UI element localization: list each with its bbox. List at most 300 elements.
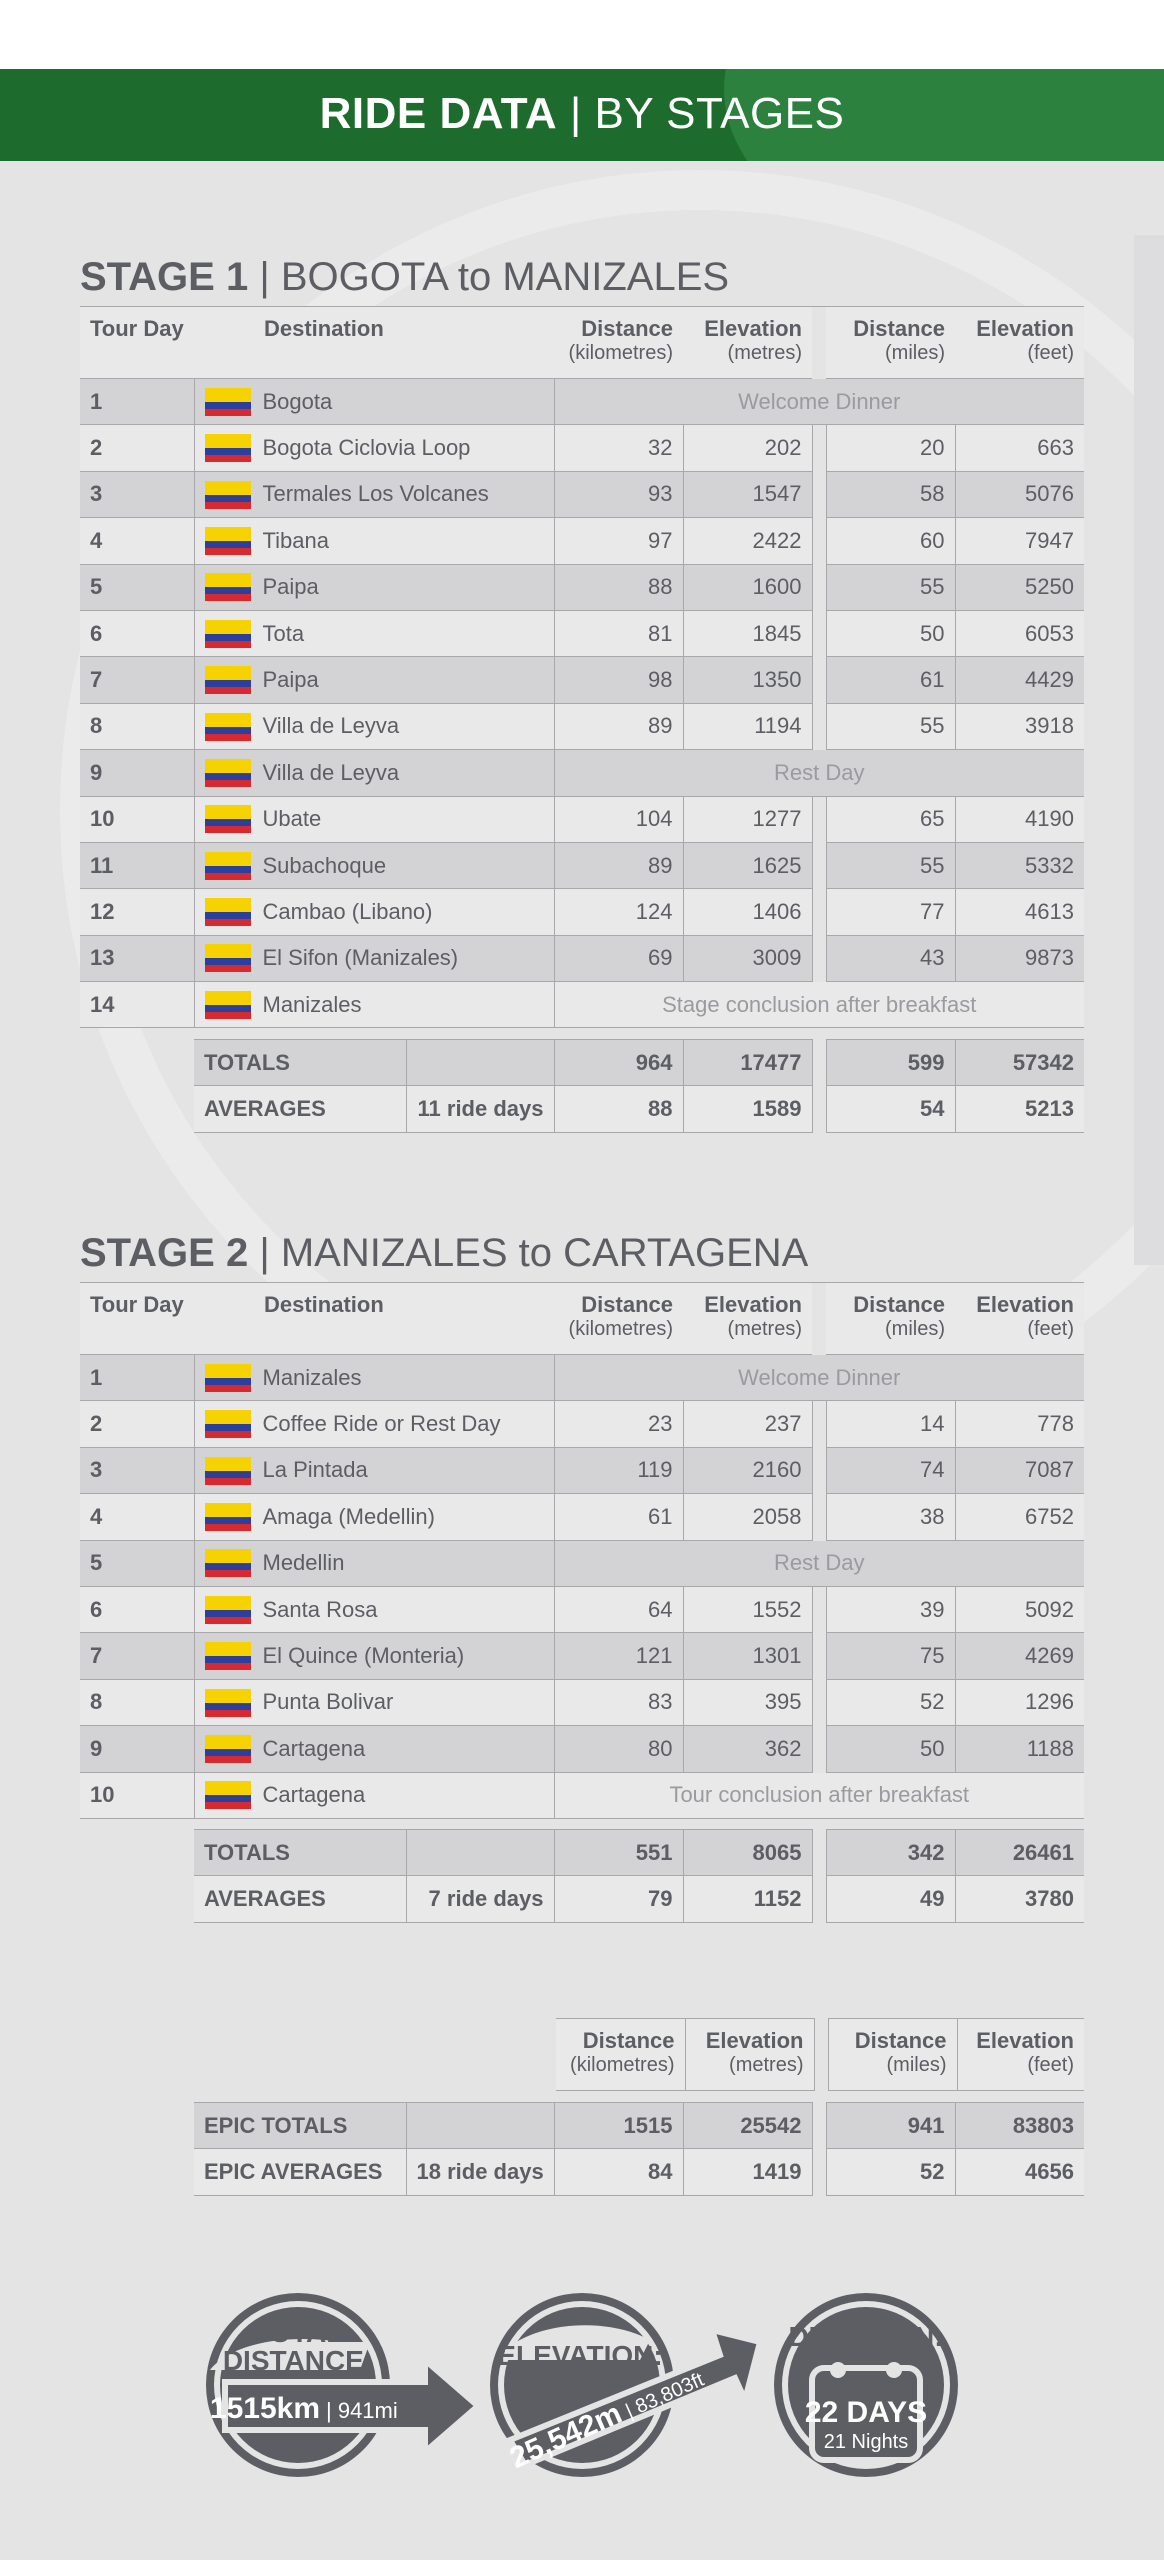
distance-km: 124 bbox=[554, 889, 683, 935]
elevation-m: 1845 bbox=[683, 610, 812, 656]
destination-cell bbox=[194, 518, 554, 564]
calendar-ring-right bbox=[886, 2362, 902, 2378]
distance-mi: 55 bbox=[826, 842, 955, 888]
column-gap bbox=[812, 703, 826, 749]
destination-cell bbox=[194, 1494, 554, 1540]
totals-km: 964 bbox=[554, 1040, 683, 1086]
tour-day: 11 bbox=[80, 842, 194, 888]
col-elevation-m: Elevation (metres) bbox=[685, 2019, 814, 2091]
destination-cell bbox=[194, 1401, 554, 1447]
row-note: Welcome Dinner bbox=[554, 379, 1084, 425]
table-row bbox=[80, 796, 1084, 842]
destination-cell bbox=[194, 610, 554, 656]
tour-day: 7 bbox=[80, 657, 194, 703]
destination-label: Villa de Leyva bbox=[262, 759, 400, 785]
column-gap bbox=[812, 2149, 826, 2195]
epic-averages-ft: 4656 bbox=[955, 2149, 1084, 2195]
destination-label: Cambao (Libano) bbox=[262, 899, 433, 925]
totals-label: TOTALS bbox=[194, 1040, 406, 1086]
column-gap bbox=[812, 1679, 826, 1725]
row-note: Rest Day bbox=[554, 750, 1084, 796]
colombia-flag-icon bbox=[205, 1735, 251, 1763]
totals-row bbox=[194, 1040, 1084, 1086]
column-gap bbox=[812, 1633, 826, 1679]
elevation-ft: 4613 bbox=[955, 889, 1084, 935]
tour-day: 4 bbox=[80, 1494, 194, 1540]
totals-blank bbox=[406, 1040, 554, 1086]
elevation-m: 2422 bbox=[683, 518, 812, 564]
tour-day: 8 bbox=[80, 1679, 194, 1725]
table-row bbox=[80, 1679, 1084, 1725]
col-destination: Destination bbox=[194, 307, 554, 379]
elevation-ft: 7087 bbox=[955, 1447, 1084, 1493]
column-gap bbox=[812, 1876, 826, 1922]
destination-cell bbox=[194, 471, 554, 517]
elevation-m: 1406 bbox=[683, 889, 812, 935]
tour-day: 2 bbox=[80, 425, 194, 471]
elevation-ft: 5092 bbox=[955, 1586, 1084, 1632]
destination-label: Paipa bbox=[262, 667, 319, 693]
colombia-flag-icon bbox=[205, 388, 251, 416]
elevation-ft: 5332 bbox=[955, 842, 1084, 888]
epic-totals-label: EPIC TOTALS bbox=[194, 2103, 406, 2149]
col-elevation-ft: Elevation (feet) bbox=[957, 2019, 1084, 2091]
elevation-sub: | 83,803ft bbox=[622, 2368, 708, 2423]
colombia-flag-icon bbox=[205, 759, 251, 787]
colombia-flag-icon bbox=[205, 527, 251, 555]
colombia-flag-icon bbox=[205, 1549, 251, 1577]
background-bar-decoration bbox=[1134, 235, 1164, 1265]
elevation-m: 1552 bbox=[683, 1586, 812, 1632]
column-gap bbox=[812, 471, 826, 517]
elevation-m: 202 bbox=[683, 425, 812, 471]
stage1-title-rest: | BOGOTA to MANIZALES bbox=[259, 255, 730, 299]
destination-cell bbox=[194, 1586, 554, 1632]
averages-km: 88 bbox=[554, 1086, 683, 1132]
colombia-flag-icon bbox=[205, 1457, 251, 1485]
totals-m: 8065 bbox=[683, 1830, 812, 1876]
page-title bbox=[0, 89, 1164, 139]
elevation-m: 2058 bbox=[683, 1494, 812, 1540]
page-title-rest: | BY STAGES bbox=[569, 89, 845, 138]
duration-value: 22 DAYS bbox=[804, 2396, 928, 2429]
destination-cell bbox=[194, 1772, 554, 1818]
destination-label: Bogota bbox=[262, 388, 333, 414]
colombia-flag-icon bbox=[205, 852, 251, 880]
elevation-m: 1301 bbox=[683, 1633, 812, 1679]
stage2-title-bold: STAGE 2 bbox=[80, 1231, 249, 1275]
table-row bbox=[80, 982, 1084, 1028]
table-row bbox=[80, 657, 1084, 703]
elevation-ft: 4269 bbox=[955, 1633, 1084, 1679]
tour-day: 6 bbox=[80, 1586, 194, 1632]
table-row bbox=[80, 1540, 1084, 1586]
header-banner bbox=[0, 69, 1164, 161]
elevation-m: 395 bbox=[683, 1679, 812, 1725]
tour-day: 14 bbox=[80, 982, 194, 1028]
elevation-ft: 1188 bbox=[955, 1726, 1084, 1772]
epic-averages-label: EPIC AVERAGES bbox=[194, 2149, 406, 2195]
stage1-totals-table bbox=[194, 1039, 1084, 1133]
stage1-table bbox=[80, 306, 1084, 1028]
table-row bbox=[80, 1494, 1084, 1540]
distance-mi: 43 bbox=[826, 935, 955, 981]
distance-km: 119 bbox=[554, 1447, 683, 1493]
colombia-flag-icon bbox=[205, 898, 251, 926]
averages-row bbox=[194, 1086, 1084, 1132]
stage2-header-row bbox=[80, 1283, 1084, 1355]
ride-days: 11 ride days bbox=[406, 1086, 554, 1132]
column-gap bbox=[812, 935, 826, 981]
averages-row bbox=[194, 1876, 1084, 1922]
elevation-m: 3009 bbox=[683, 935, 812, 981]
distance-mi: 55 bbox=[826, 703, 955, 749]
col-distance-mi: Distance (miles) bbox=[828, 2019, 957, 2091]
row-note: Rest Day bbox=[554, 1540, 1084, 1586]
epic-header-row bbox=[556, 2019, 1084, 2091]
epic-totals-table bbox=[194, 2102, 1084, 2196]
duration-sub: 21 Nights bbox=[823, 2431, 909, 2453]
epic-averages-m: 1419 bbox=[683, 2149, 812, 2195]
destination-label: El Quince (Monteria) bbox=[262, 1643, 465, 1669]
table-row bbox=[80, 703, 1084, 749]
distance-km: 98 bbox=[554, 657, 683, 703]
distance-km: 121 bbox=[554, 1633, 683, 1679]
col-destination: Destination bbox=[194, 1283, 554, 1355]
colombia-flag-icon bbox=[205, 944, 251, 972]
stage2-totals-table bbox=[194, 1829, 1084, 1923]
table-row bbox=[80, 518, 1084, 564]
totals-ft: 57342 bbox=[955, 1040, 1084, 1086]
table-row bbox=[80, 1447, 1084, 1493]
distance-mi: 38 bbox=[826, 1494, 955, 1540]
col-tour-day: Tour Day bbox=[80, 1283, 194, 1355]
colombia-flag-icon bbox=[205, 434, 251, 462]
epic-totals-blank bbox=[406, 2103, 554, 2149]
distance-km: 93 bbox=[554, 471, 683, 517]
col-elevation-m: Elevation (metres) bbox=[683, 1283, 812, 1355]
table-row bbox=[80, 1633, 1084, 1679]
epic-ride-days: 18 ride days bbox=[406, 2149, 554, 2195]
column-gap bbox=[812, 889, 826, 935]
top-margin bbox=[0, 0, 1164, 69]
tour-day: 12 bbox=[80, 889, 194, 935]
destination-label: Subachoque bbox=[262, 852, 387, 878]
distance-mi: 14 bbox=[826, 1401, 955, 1447]
colombia-flag-icon bbox=[205, 1642, 251, 1670]
distance-km: 104 bbox=[554, 796, 683, 842]
distance-mi: 58 bbox=[826, 471, 955, 517]
elevation-m: 1277 bbox=[683, 796, 812, 842]
distance-mi: 77 bbox=[826, 889, 955, 935]
elevation-ft: 663 bbox=[955, 425, 1084, 471]
tour-day: 4 bbox=[80, 518, 194, 564]
elevation-m: 1600 bbox=[683, 564, 812, 610]
tour-day: 5 bbox=[80, 564, 194, 610]
averages-m: 1589 bbox=[683, 1086, 812, 1132]
column-gap bbox=[812, 1401, 826, 1447]
distance-mi: 55 bbox=[826, 564, 955, 610]
colombia-flag-icon bbox=[205, 666, 251, 694]
tour-day: 2 bbox=[80, 1401, 194, 1447]
destination-label: Coffee Ride or Rest Day bbox=[262, 1411, 501, 1437]
colombia-flag-icon bbox=[205, 1410, 251, 1438]
distance-km: 89 bbox=[554, 842, 683, 888]
column-gap bbox=[812, 1830, 826, 1876]
column-gap bbox=[812, 307, 826, 379]
destination-label: Cartagena bbox=[262, 1735, 366, 1761]
col-elevation-ft: Elevation (feet) bbox=[955, 1283, 1084, 1355]
elevation-ft: 1296 bbox=[955, 1679, 1084, 1725]
colombia-flag-icon bbox=[205, 805, 251, 833]
elevation-ft: 5250 bbox=[955, 564, 1084, 610]
page-title-bold: RIDE DATA bbox=[319, 89, 558, 138]
epic-totals-row bbox=[194, 2103, 1084, 2149]
totals-m: 17477 bbox=[683, 1040, 812, 1086]
table-row bbox=[80, 379, 1084, 425]
column-gap bbox=[812, 842, 826, 888]
elevation-m: 1350 bbox=[683, 657, 812, 703]
tour-day: 1 bbox=[80, 1355, 194, 1401]
distance-mi: 65 bbox=[826, 796, 955, 842]
totals-blank bbox=[406, 1830, 554, 1876]
epic-totals-m: 25542 bbox=[683, 2103, 812, 2149]
destination-label: Manizales bbox=[262, 1364, 362, 1390]
distance-value: 1515km bbox=[209, 2392, 320, 2425]
destination-label: Santa Rosa bbox=[262, 1596, 378, 1622]
column-gap bbox=[812, 425, 826, 471]
table-row bbox=[80, 471, 1084, 517]
destination-cell bbox=[194, 703, 554, 749]
row-note: Stage conclusion after breakfast bbox=[554, 982, 1084, 1028]
tour-day: 7 bbox=[80, 1633, 194, 1679]
distance-km: 80 bbox=[554, 1726, 683, 1772]
destination-label: Bogota Ciclovia Loop bbox=[262, 435, 471, 461]
destination-label: Medellin bbox=[262, 1550, 345, 1576]
table-row bbox=[80, 1586, 1084, 1632]
badges-graphic bbox=[0, 2290, 1164, 2480]
totals-label: TOTALS bbox=[194, 1830, 406, 1876]
destination-label: Amaga (Medellin) bbox=[262, 1503, 435, 1529]
stage1-rows bbox=[80, 379, 1084, 1028]
destination-label: Paipa bbox=[262, 574, 319, 600]
destination-cell bbox=[194, 750, 554, 796]
colombia-flag-icon bbox=[205, 1781, 251, 1809]
tour-day: 6 bbox=[80, 610, 194, 656]
table-row bbox=[80, 1726, 1084, 1772]
epic-totals-ft: 83803 bbox=[955, 2103, 1084, 2149]
distance-km: 88 bbox=[554, 564, 683, 610]
totals-row bbox=[194, 1830, 1084, 1876]
colombia-flag-icon bbox=[205, 481, 251, 509]
row-note: Welcome Dinner bbox=[554, 1355, 1084, 1401]
destination-cell bbox=[194, 1726, 554, 1772]
elevation-ft: 9873 bbox=[955, 935, 1084, 981]
duration-line1: DURATION: bbox=[788, 2321, 944, 2352]
totals-mi: 599 bbox=[826, 1040, 955, 1086]
destination-label: La Pintada bbox=[262, 1457, 368, 1483]
destination-cell bbox=[194, 1447, 554, 1493]
elevation-ft: 6053 bbox=[955, 610, 1084, 656]
table-row bbox=[80, 750, 1084, 796]
table-row bbox=[80, 1355, 1084, 1401]
distance-mi: 75 bbox=[826, 1633, 955, 1679]
distance-km: 61 bbox=[554, 1494, 683, 1540]
col-elevation-m: Elevation (metres) bbox=[683, 307, 812, 379]
elevation-m: 362 bbox=[683, 1726, 812, 1772]
column-gap bbox=[812, 2103, 826, 2149]
distance-km: 69 bbox=[554, 935, 683, 981]
destination-label: Manizales bbox=[262, 991, 362, 1017]
stage1-title-bold: STAGE 1 bbox=[80, 255, 249, 299]
destination-cell bbox=[194, 379, 554, 425]
table-row bbox=[80, 842, 1084, 888]
calendar-ring-left bbox=[830, 2362, 846, 2378]
distance-line2: DISTANCE: bbox=[222, 2345, 374, 2376]
column-gap bbox=[812, 1494, 826, 1540]
totals-mi: 342 bbox=[826, 1830, 955, 1876]
column-gap bbox=[812, 1086, 826, 1132]
elevation-ft: 4190 bbox=[955, 796, 1084, 842]
destination-cell bbox=[194, 1355, 554, 1401]
tour-day: 3 bbox=[80, 1447, 194, 1493]
column-gap bbox=[812, 1447, 826, 1493]
destination-label: Tota bbox=[262, 620, 305, 646]
colombia-flag-icon bbox=[205, 1596, 251, 1624]
table-row bbox=[80, 610, 1084, 656]
table-row bbox=[80, 1401, 1084, 1447]
elevation-m: 1547 bbox=[683, 471, 812, 517]
col-distance-km: Distance (kilometres) bbox=[554, 1283, 683, 1355]
col-distance-km: Distance (kilometres) bbox=[554, 307, 683, 379]
averages-mi: 49 bbox=[826, 1876, 955, 1922]
table-row bbox=[80, 889, 1084, 935]
averages-label: AVERAGES bbox=[194, 1086, 406, 1132]
elevation-ft: 4429 bbox=[955, 657, 1084, 703]
averages-ft: 5213 bbox=[955, 1086, 1084, 1132]
column-gap bbox=[812, 1726, 826, 1772]
col-elevation-ft: Elevation (feet) bbox=[955, 307, 1084, 379]
stage1-title bbox=[80, 254, 729, 300]
table-row bbox=[80, 425, 1084, 471]
destination-label: Termales Los Volcanes bbox=[262, 481, 489, 507]
averages-label: AVERAGES bbox=[194, 1876, 406, 1922]
distance-km: 32 bbox=[554, 425, 683, 471]
elevation-m: 1194 bbox=[683, 703, 812, 749]
tour-day: 5 bbox=[80, 1540, 194, 1586]
distance-mi: 39 bbox=[826, 1586, 955, 1632]
destination-cell bbox=[194, 1633, 554, 1679]
distance-km: 64 bbox=[554, 1586, 683, 1632]
colombia-flag-icon bbox=[205, 620, 251, 648]
destination-label: Cartagena bbox=[262, 1782, 366, 1808]
epic-header-table bbox=[556, 2018, 1084, 2091]
distance-mi: 60 bbox=[826, 518, 955, 564]
totals-km: 551 bbox=[554, 1830, 683, 1876]
destination-label: Villa de Leyva bbox=[262, 713, 400, 739]
table-row bbox=[80, 564, 1084, 610]
col-distance-mi: Distance (miles) bbox=[826, 307, 955, 379]
distance-km: 23 bbox=[554, 1401, 683, 1447]
elevation-m: 2160 bbox=[683, 1447, 812, 1493]
elevation-m: 237 bbox=[683, 1401, 812, 1447]
destination-label: Punta Bolivar bbox=[262, 1689, 394, 1715]
table-row bbox=[80, 935, 1084, 981]
distance-km: 81 bbox=[554, 610, 683, 656]
tour-day: 3 bbox=[80, 471, 194, 517]
stage2-title-rest: | MANIZALES to CARTAGENA bbox=[259, 1231, 809, 1275]
destination-cell bbox=[194, 657, 554, 703]
row-note: Tour conclusion after breakfast bbox=[554, 1772, 1084, 1818]
colombia-flag-icon bbox=[205, 573, 251, 601]
column-gap bbox=[812, 1283, 826, 1355]
colombia-flag-icon bbox=[205, 1364, 251, 1392]
distance-km: 89 bbox=[554, 703, 683, 749]
destination-label: Ubate bbox=[262, 806, 322, 832]
epic-averages-km: 84 bbox=[554, 2149, 683, 2195]
column-gap bbox=[812, 1586, 826, 1632]
elevation-ft: 778 bbox=[955, 1401, 1084, 1447]
elevation-ft: 6752 bbox=[955, 1494, 1084, 1540]
averages-mi: 54 bbox=[826, 1086, 955, 1132]
destination-cell bbox=[194, 889, 554, 935]
totals-ft: 26461 bbox=[955, 1830, 1084, 1876]
averages-m: 1152 bbox=[683, 1876, 812, 1922]
destination-label: Tibana bbox=[262, 527, 329, 553]
destination-cell bbox=[194, 564, 554, 610]
column-gap bbox=[812, 657, 826, 703]
destination-label: El Sifon (Manizales) bbox=[262, 945, 459, 971]
distance-sub: | 941mi bbox=[326, 2398, 398, 2423]
tour-day: 13 bbox=[80, 935, 194, 981]
destination-cell bbox=[194, 935, 554, 981]
epic-totals-km: 1515 bbox=[554, 2103, 683, 2149]
distance-mi: 50 bbox=[826, 610, 955, 656]
epic-averages-row bbox=[194, 2149, 1084, 2195]
distance-km: 83 bbox=[554, 1679, 683, 1725]
stage2-table bbox=[80, 1282, 1084, 1819]
tour-day: 9 bbox=[80, 1726, 194, 1772]
column-gap bbox=[812, 610, 826, 656]
elevation-ft: 5076 bbox=[955, 471, 1084, 517]
destination-cell bbox=[194, 1540, 554, 1586]
tour-day: 1 bbox=[80, 379, 194, 425]
elevation-line1: ELEVATION: bbox=[497, 2340, 663, 2371]
epic-averages-mi: 52 bbox=[826, 2149, 955, 2195]
stage2-title bbox=[80, 1230, 808, 1276]
colombia-flag-icon bbox=[205, 1503, 251, 1531]
column-gap bbox=[812, 796, 826, 842]
table-row bbox=[80, 1772, 1084, 1818]
column-gap bbox=[812, 564, 826, 610]
distance-mi: 74 bbox=[826, 1447, 955, 1493]
destination-cell bbox=[194, 842, 554, 888]
stage1-header-row bbox=[80, 307, 1084, 379]
colombia-flag-icon bbox=[205, 713, 251, 741]
averages-km: 79 bbox=[554, 1876, 683, 1922]
tour-day: 10 bbox=[80, 796, 194, 842]
distance-mi: 52 bbox=[826, 1679, 955, 1725]
col-distance-km: Distance (kilometres) bbox=[556, 2019, 685, 2091]
col-tour-day: Tour Day bbox=[80, 307, 194, 379]
column-gap bbox=[814, 2019, 828, 2091]
destination-cell bbox=[194, 1679, 554, 1725]
tour-day: 10 bbox=[80, 1772, 194, 1818]
col-distance-mi: Distance (miles) bbox=[826, 1283, 955, 1355]
tour-day: 9 bbox=[80, 750, 194, 796]
distance-line1: TOTAL bbox=[252, 2317, 344, 2348]
distance-mi: 20 bbox=[826, 425, 955, 471]
